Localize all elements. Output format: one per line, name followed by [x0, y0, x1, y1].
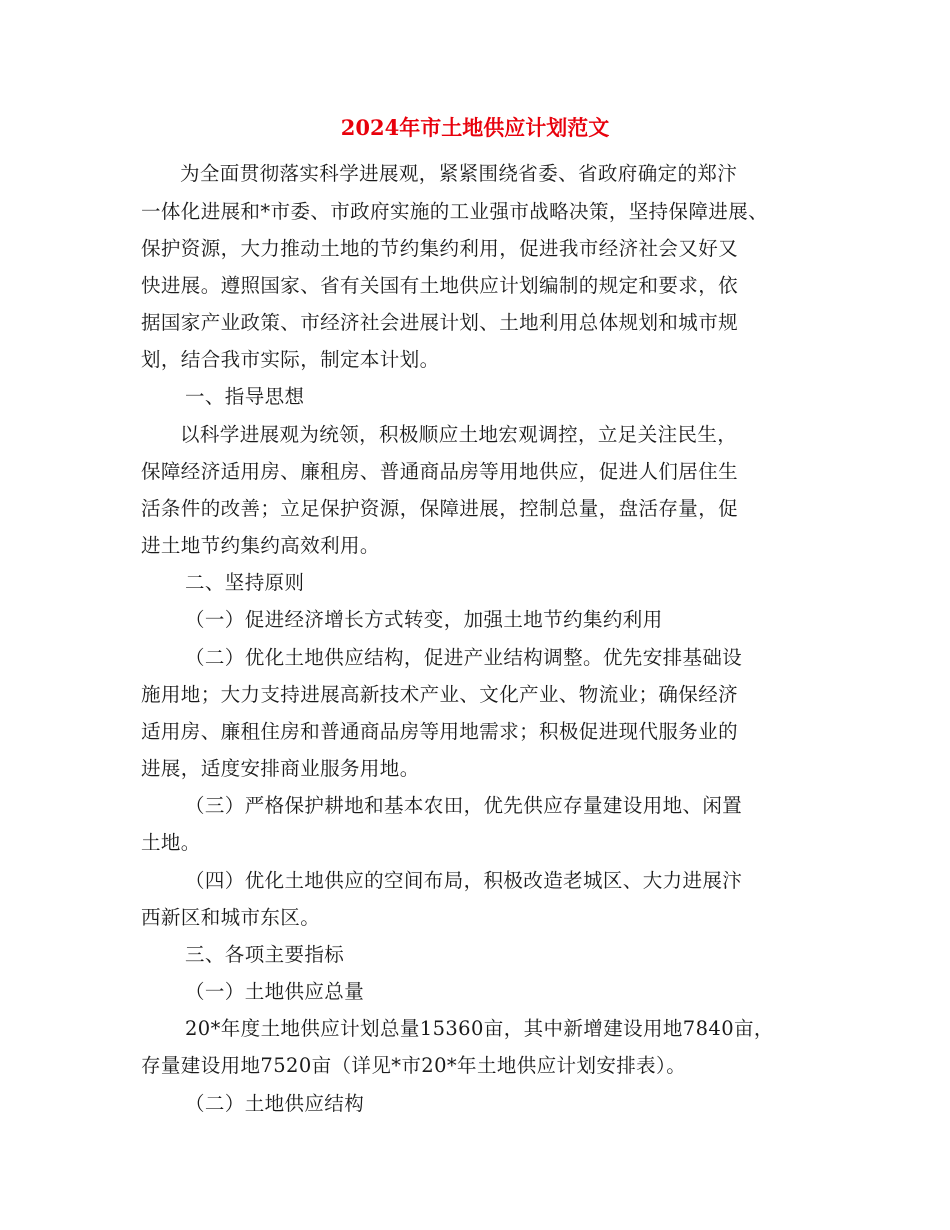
subsection-heading: （一）土地供应总量: [185, 980, 365, 1003]
section-heading: 一、指导思想: [185, 385, 305, 408]
paragraph-line: 划，结合我市实际，制定本计划。: [141, 348, 440, 371]
section-heading: 二、坚持原则: [185, 571, 305, 594]
paragraph-line: 存量建设用地7520亩（详见*市20*年土地供应计划安排表）。: [141, 1054, 687, 1077]
paragraph-line: 据国家产业政策、市经济社会进展计划、土地利用总体规划和城市规: [141, 311, 739, 334]
paragraph-line: （二）优化土地供应结构，促进产业结构调整。优先安排基础设: [185, 646, 743, 669]
paragraph-line: 适用房、廉租住房和普通商品房等用地需求；积极促进现代服务业的: [141, 720, 739, 743]
subsection-heading: （二）土地供应结构: [185, 1092, 365, 1115]
paragraph-line: 保护资源，大力推动土地的节约集约利用，促进我市经济社会又好又: [141, 237, 739, 260]
paragraph-line: 进展，适度安排商业服务用地。: [141, 757, 420, 780]
paragraph-line: （三）严格保护耕地和基本农田，优先供应存量建设用地、闲置: [185, 794, 743, 817]
paragraph-line: （四）优化土地供应的空间布局，积极改造老城区、大力进展汴: [185, 869, 743, 892]
paragraph-line: 以科学进展观为统领，积极顺应土地宏观调控，立足关注民生，: [180, 423, 738, 446]
document-title: 2024年市土地供应计划范文: [340, 115, 610, 140]
subsection-heading: （一）促进经济增长方式转变，加强土地节约集约利用: [185, 608, 663, 631]
paragraph-line: 活条件的改善；立足保护资源，保障进展，控制总量，盘活存量，促: [141, 497, 739, 520]
paragraph-line: 施用地；大力支持进展高新技术产业、文化产业、物流业；确保经济: [141, 683, 739, 706]
paragraph-line: 土地。: [141, 831, 201, 854]
paragraph-line: 20*年度土地供应计划总量15360亩，其中新增建设用地7840亩，: [185, 1017, 774, 1040]
paragraph-line: 快进展。遵照国家、省有关国有土地供应计划编制的规定和要求，依: [141, 274, 739, 297]
paragraph-line: 西新区和城市东区。: [141, 906, 321, 929]
paragraph-line: 进土地节约集约高效利用。: [141, 534, 380, 557]
paragraph-line: 为全面贯彻落实科学进展观，紧紧围绕省委、省政府确定的郑汴: [180, 162, 738, 185]
section-heading: 三、各项主要指标: [185, 943, 345, 966]
paragraph-line: 一体化进展和*市委、市政府实施的工业强市战略决策，坚持保障进展、: [141, 200, 769, 223]
paragraph-line: 保障经济适用房、廉租房、普通商品房等用地供应，促进人们居住生: [141, 460, 739, 483]
